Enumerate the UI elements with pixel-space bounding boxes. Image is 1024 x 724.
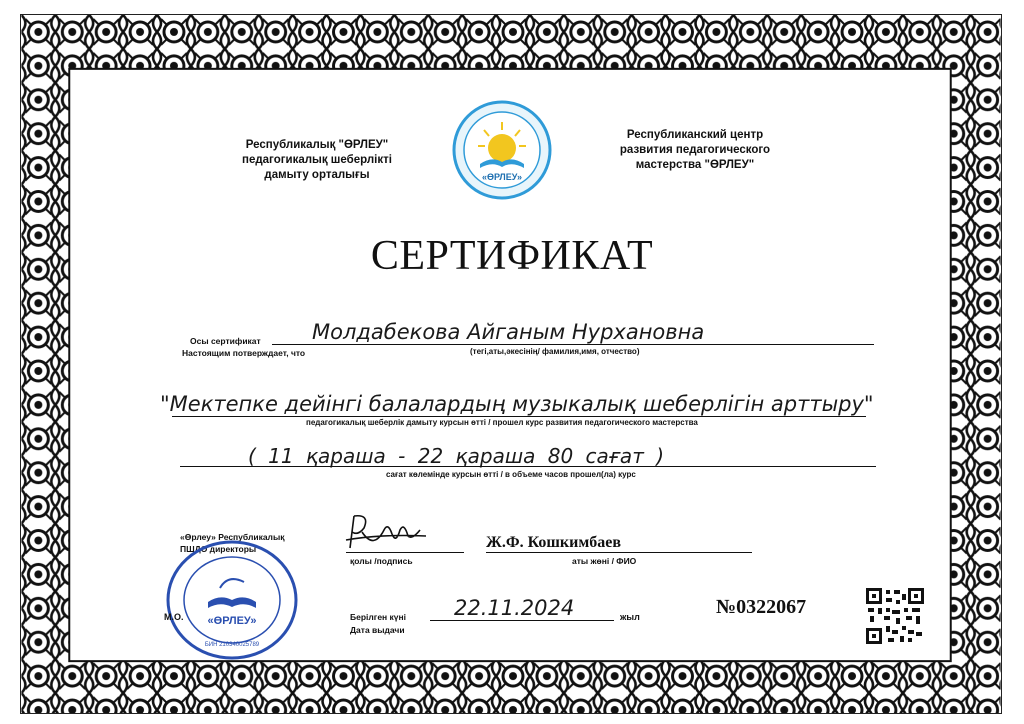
official-stamp — [164, 538, 300, 662]
director-org-line-2: ПШДО директоры — [180, 544, 257, 554]
course-duration: ( 11 қараша - 22 қараша 80 сағат ) — [248, 444, 664, 468]
course-caption: педагогикалық шеберлік дамыту курсын өтті / прошел курс развития педагогического мастерства — [306, 418, 698, 427]
handwritten-signature — [340, 510, 430, 554]
logo-label: «ӨРЛЕУ» — [481, 172, 523, 182]
header-left-line-3: дамыту орталығы — [264, 169, 370, 181]
course-underline — [172, 416, 866, 417]
stamp-bin: БИН 210340025789 — [204, 642, 260, 648]
header-right-line-2: развития педагогического — [619, 144, 771, 156]
stamp-place-label: М.О. — [164, 612, 184, 622]
stamp-label: «ӨРЛЕУ» — [207, 615, 257, 627]
duration-underline — [180, 466, 876, 467]
orleu-logo — [452, 100, 552, 200]
recipient-label-kz: Осы сертификат — [190, 336, 261, 346]
stamp-book-icon — [208, 579, 256, 608]
date-underline — [430, 620, 614, 621]
director-fio: Ж.Ф. Кошкимбаев — [486, 534, 621, 551]
header-left-line-1: Республикалық "ӨРЛЕУ" — [245, 139, 389, 151]
fio-underline — [486, 552, 752, 553]
issue-label-kz: Берілген күні — [350, 612, 407, 622]
course-title: "Мектепке дейінгі балалардың музыкалық шеберлігін арттыру" — [160, 392, 874, 416]
issue-label-ru: Дата выдачи — [350, 625, 405, 635]
recipient-name: Молдабекова Айганым Нурхановна — [312, 320, 705, 344]
recipient-underline — [272, 344, 874, 345]
year-suffix: жыл — [620, 612, 640, 622]
certificate-number: №0322067 — [716, 596, 807, 618]
header-right-org — [610, 128, 780, 173]
fio-caption: аты жөні / ФИО — [572, 556, 637, 566]
header-right-line-1: Республиканский центр — [626, 129, 764, 141]
signature-underline — [346, 552, 464, 553]
director-org-line-1: «Өрлеу» Республикалық — [180, 532, 285, 542]
recipient-caption: (тегі,аты,әкесінің/ фамилия,имя, отчество) — [470, 347, 640, 356]
header-left-org — [232, 138, 402, 183]
duration-caption: сағат көлемінде курсын өтті / в объеме часов прошел(ла) курс — [386, 470, 636, 479]
recipient-label-ru: Настоящим потверждает, что — [182, 348, 306, 358]
signature-caption: қолы /подпись — [350, 556, 413, 566]
qr-code-icon[interactable] — [866, 588, 924, 644]
header-left-line-2: педагогикалық шеберлікті — [242, 154, 392, 166]
issue-date: 22.11.2024 — [454, 596, 575, 620]
header-right-line-3: мастерства "ӨРЛЕУ" — [635, 159, 755, 171]
certificate-title: СЕРТИФИКАТ — [370, 233, 654, 279]
